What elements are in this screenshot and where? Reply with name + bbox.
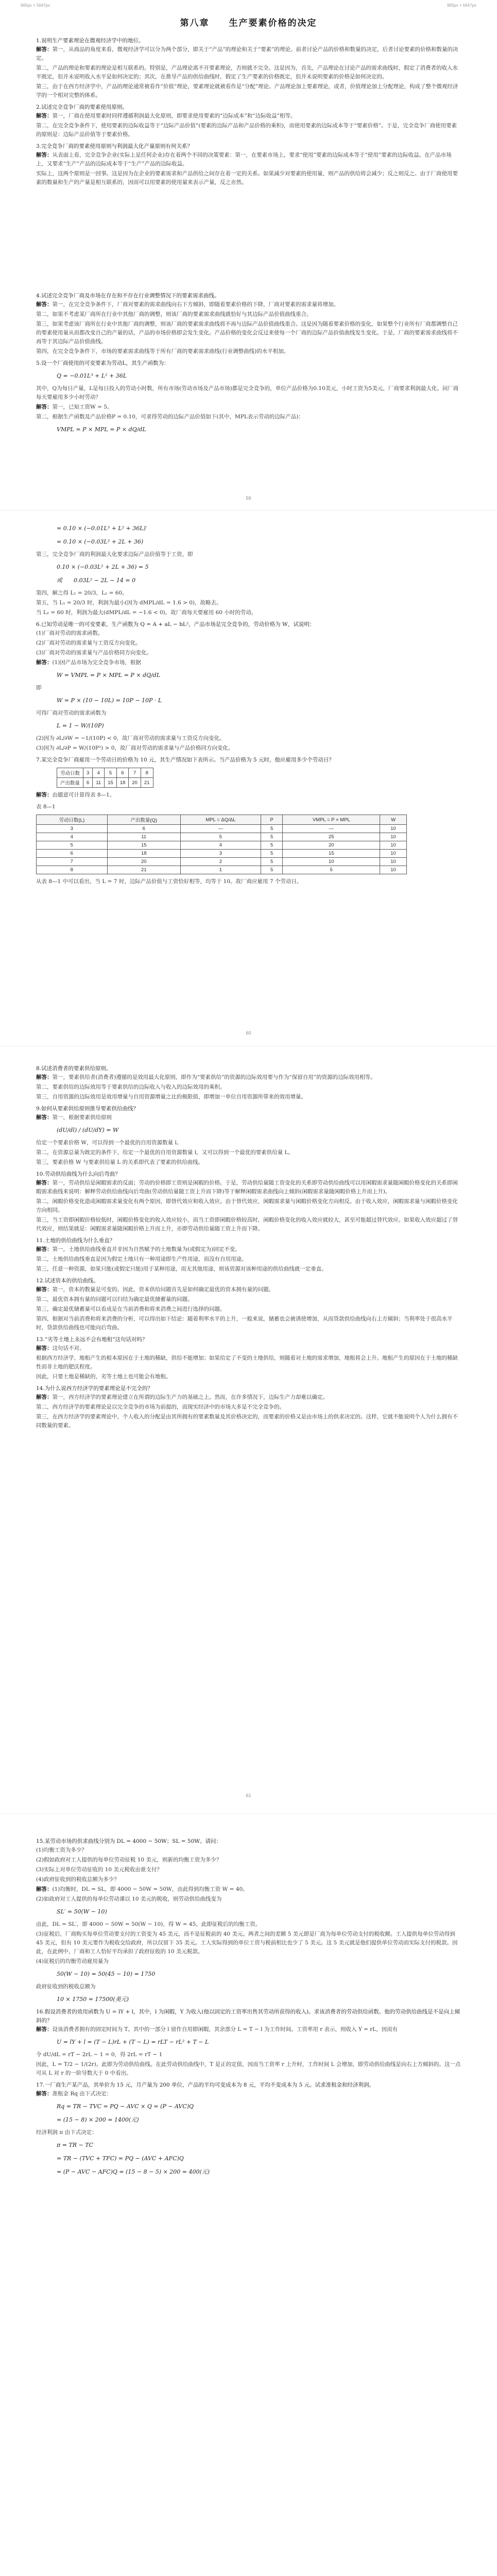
equation: SL′ = 50(W − 10): [57, 1908, 107, 1915]
question-4: 4.试述完全竞争厂商及市场在存在和不存在行业调整情况下的要素需求曲线。: [36, 293, 220, 299]
answer-label: 解答：: [36, 1886, 53, 1892]
answer-11: [36, 1245, 461, 1254]
table-header-cell: W: [380, 815, 407, 825]
answer-4-p2: 第二，如果不考虑某厂商所在行业中其他厂商的调整，则该厂商的要素需求曲线就恰好与其边际产品价值曲线重合。: [36, 311, 312, 317]
answer-text: 第一，从商品的角度来看，微观经济学可以分为两个部分，即关于“产品”的理论和关于“要素”的理论。前者讨论产品的价格和数量的决定，后者讨论要素的价格和数量的决定。: [36, 46, 458, 61]
answer-15-p5: (4)征税后的均衡劳动雇用量为: [36, 1958, 109, 1964]
equation: = 0.10 × (−0.01L³ + L² + 36L)′: [57, 525, 147, 532]
answer-13-p3: 因此，只要土地是稀缺的，劣等土地上也可能会有地租。: [36, 1374, 172, 1380]
answer-8-p2: 第二，要素供给的边际效用等于要素供给的边际收入与收入的边际效用的乘积。: [36, 1084, 226, 1090]
answer-1: [36, 45, 461, 63]
answer-15: [36, 1885, 461, 1894]
answer-text: (1)因产品市场为完全竞争市场，根据: [52, 659, 141, 666]
answer-6-p2: 即: [36, 685, 42, 691]
answer-9-p3: 第二，在资源总量为既定的条件下，给定一个最优的自用资源数量 l，又可以得到一个最优的要素供给量 L。: [36, 1149, 294, 1156]
answer-label: 解答：: [36, 2026, 53, 2032]
table-cell: 8: [37, 866, 108, 874]
table-cell: 15: [283, 850, 380, 858]
equation: = (P − AVC − AFC)Q = (15 − 8 − 5) × 200 = 400(元): [57, 2168, 210, 2175]
table-cell: 5: [261, 850, 283, 858]
answer-14-p2: 第二，西方经济学的要素理论是以完全竞争的市场为前提的，而现实经济中的市场大多是不完全竞争的。: [36, 1404, 285, 1410]
table-cell: 15: [105, 778, 117, 788]
question-1: 1.说明生产要素理论在微观经济学中的地位。: [36, 38, 144, 44]
answer-text: 第一，土地供给曲线垂直并非因为自然赋予的土地数量为(或假定为)固定不变。: [52, 1246, 241, 1252]
answer-8-p3: 第三，自用资源的边际效用是效用增量与自用资源增量之比的极限值，即增加一单位自用资源所带来的效用增量。: [36, 1094, 306, 1100]
answer-13: [36, 1344, 461, 1353]
question-15-b: (2)假如政府对工人提供的每单位劳动征税 10 美元，则新的均衡工资为多少？: [36, 1857, 222, 1863]
page-divider: [0, 510, 497, 511]
answer-label: 解答：: [36, 1114, 53, 1121]
answer-10-p2: 第二，闲暇价格变化造成闲暇需求量变化有两个原因，即替代效应和收入效应。由于替代效应，闲暇需求量与闲暇价格变化方向相反。由于收入效应，闲暇需求量与闲暇价格变化方向相同。: [36, 1198, 458, 1213]
table-cell: 18: [107, 850, 180, 858]
answer-text: 第一，根据要素供给原则: [52, 1114, 112, 1121]
answer-9: [36, 1113, 461, 1122]
equation: U = lY + l = (T − L)rL + (T − L) = rLT − rL² + T − L: [57, 2039, 209, 2045]
answer-3: [36, 151, 461, 168]
equation: L = 1 − W/(10P): [57, 722, 104, 729]
equation: W = VMPL = P × MPL = P × dQ/dL: [57, 672, 161, 679]
answer-label: 解答：: [36, 659, 53, 666]
table-cell: 7: [129, 768, 141, 778]
answer-label: 解答：: [36, 1394, 53, 1400]
question-3: 3.完全竞争厂商的要素使用原则与利润最大化产量原则有何关系？: [36, 143, 193, 149]
table-cell: 20: [129, 778, 141, 788]
question-8: 8.试述消费者的要素供给原则。: [36, 1065, 112, 1072]
question-10: 10.劳动供给曲线为什么向后弯曲？: [36, 1171, 121, 1177]
question-15-d: (4)政府征收到的税收总额为多少？: [36, 1876, 119, 1883]
answer-17: [36, 2090, 461, 2098]
question-7: 7.某完全竞争厂商雇用一个劳动日的价格为 10 元，其生产情况如下表所示。当产品价格为 5 元时，他应雇用多少个劳动日？: [36, 757, 334, 763]
answer-6: [36, 658, 461, 667]
answer-10-p3: 第三，当工资即闲暇价格较低时，闲暇价格变化的收入效应较小，而当工资即闲暇价格较高时，闲暇价格变化的收入效应就较大，甚至可能超过替代效应。如果收入效应超过了替代效应，则结果就是：闲暇需求量随闲暇价格上升而上升，亦即劳动供给量随工资上升而下降。: [36, 1217, 458, 1232]
table-cell: 10: [283, 858, 380, 866]
answer-4-p3: 第三，如果考虑该厂商所在行业中其他厂商的调整，则该厂商的要素需求曲线将不再与边际产品价值曲线重合。这是因为随着要素价格的变化，如果整个行业所有厂商都调整自己的要素使用量从而都改变自己的产量的话，产品的市场价格即会发生变化。产品价格的变化会反过来使每一个厂商的边际产品价值曲线发生变化。于是，厂商的要素需求曲线将不再等于其边际产品价值曲线。: [36, 321, 458, 345]
question-6-c: (3)厂商对劳动的需求量与产品价格同方向变化。: [36, 650, 152, 656]
page-header: [0, 0, 497, 11]
table-cell: 5: [261, 833, 283, 841]
table-cell: 6: [83, 778, 93, 788]
equation: = 0.10 × (−0.03L² + 2L + 36): [57, 538, 144, 545]
table-cell: 5: [105, 768, 117, 778]
answer-5-p3: 第三，完全竞争厂商的利润最大化要求边际产品价值等于工资，即: [36, 551, 193, 557]
answer-text: 第一，厂商在使用要素时同样遵循利润最大化原则，即要求使用要素的“边际成本”和“边际收益”相等。: [52, 113, 296, 119]
answer-15-p3: 由此，DL = SL′，即 4000 − 50W = 50(W − 10)，得 W = 45，此即征税后的均衡工资。: [36, 1921, 261, 1927]
equation: 或 0.03L² − 2L − 14 = 0: [57, 577, 136, 584]
answer-3-p2: 实际上，这两个原则是一回事。这是因为在企业的要素需求和产品供给之间存在着一定的关系。如果减少对要素的使用量，则产品的供给将会减少；反之则反之。由于厂商使用要素的数量和生产的产量是相互联系的，因而可以用要素的使用量来表示产量，反之亦然。: [36, 171, 458, 185]
table-cell: —: [283, 825, 380, 833]
table-cell: 产出数量: [57, 778, 83, 788]
table-row: [37, 866, 407, 874]
table-cell: 10: [380, 858, 407, 866]
answer-17-p2: 经济利润 π 由下式决定：: [36, 2129, 97, 2136]
table-cell: —: [180, 825, 261, 833]
table-cell: 10: [380, 833, 407, 841]
question-5: 5.设一个厂商使用的可变要素为劳动L，其生产函数为：: [36, 360, 169, 366]
table-cell: 10: [380, 825, 407, 833]
question-12: 12.试述资本的供给曲线。: [36, 1278, 99, 1284]
table-cell: 5: [283, 866, 380, 874]
answer-15-p6: 政府征收到的税收总额为: [36, 1984, 96, 1990]
marginal-product-table: [36, 815, 407, 874]
table-cell: 10: [380, 866, 407, 874]
equation: 0.10 × (−0.03L² + 2L + 36) = 5: [57, 564, 149, 570]
answer-6-p3: 可得厂商对劳动的需求函数为: [36, 710, 107, 716]
table-cell: 4: [180, 841, 261, 850]
equation: Rq = TR − TVC = PQ − AVC × Q = (P − AVC)Q: [57, 2103, 194, 2110]
answer-5-p4: 第四，解之得 L₁ = 20/3，L₂ = 60。: [36, 590, 128, 596]
equation: π = TR − TC: [57, 2142, 94, 2148]
question-15: 15.某劳动市场的供求曲线分别为 DL = 4000 − 50W；SL = 50W。请问：: [36, 1838, 222, 1844]
table-title: 表 8—1: [36, 804, 56, 810]
answer-text: 第一，劳动供给是闲暇需求的反面；劳动的价格即工资则是闲暇的价格。于是，劳动供给量随工资变化的关系即劳动供给曲线可以用闲暇需求量随闲暇价格变化的关系即闲暇需求曲线来说明：解释劳动供给曲线向后弯曲(劳动供给量随工资上升而下降)等于解释闲暇需求曲线向上倾斜(闲暇需求量随闲暇价格上升而上升)。: [36, 1180, 458, 1195]
table-cell: 5: [261, 825, 283, 833]
table-row: [37, 858, 407, 866]
question-5-rest: 其中，Q为每日产量，L是每日投入的劳动小时数，所有市场(劳动市场及产品市场)都是完全竞争的，单位产品价格为0.10美元，小时工资为5美元，厂商要求利润最大化。问厂商每天要雇用多少小时劳动？: [36, 385, 459, 400]
table-cell: 11: [93, 778, 105, 788]
answer-label: 解答：: [36, 404, 53, 410]
answer-9-p4: 第三，要素价格 W 与要素供给量 L 的关系即代表了要素的供给曲线。: [36, 1159, 204, 1165]
equation: = TR − (TVC + TFC) = PQ − (AVC + AFC)Q: [57, 2155, 184, 2162]
table-header-cell: MPL = ΔQ/ΔL: [180, 815, 261, 825]
answer-text: 第一，要素供给者(消费者)遵循的是效用最大化原则，即作为“要素供给”的资源的边际效用要与作为“保留自用”的资源的边际效用相等。: [52, 1074, 376, 1080]
table-cell: 20: [283, 841, 380, 850]
question-16: 16.假设消费者的效用函数为 U = lY + l，其中，l 为闲暇，Y 为收入(他以固定的工资率出售其劳动所获得的收入)。求该消费者的劳动供给函数。他的劳动供给曲线是不是向上倾斜的？: [36, 2009, 460, 2024]
answer-text: (1)均衡时，DL = SL，即 4000 − 50W = 50W，由此得到均衡工资 W = 40。: [52, 1886, 248, 1892]
table-cell: 劳动日数: [57, 768, 83, 778]
table-row: [37, 833, 407, 841]
table-cell: 3: [83, 768, 93, 778]
answer-5-p6: 当 L₂ = 60 时，利润为最大(dMPL/dL = −1.6 < 0)。故厂商每天要雇用 60 小时的劳动。: [36, 609, 257, 616]
answer-text: 第一，西方经济学的要素理论建立在所谓的边际生产力的基础之上。然而，在许多情况下，边际生产力却难以确定。: [52, 1394, 328, 1400]
answer-14-p3: 第三，在西方经济学的要素理论中，个人收入的分配是由其所拥有的要素数量及其价格决定的，而要素的价格又是由市场上的供求决定的。这样，它就不能说明个人为什么拥有不同数量的要素。: [36, 1414, 458, 1429]
table-cell: 10: [380, 850, 407, 858]
equation: W = P × (10 − 10L) = 10P − 10P · L: [57, 697, 162, 704]
table-cell: 5: [180, 833, 261, 841]
table-cell: 5: [261, 858, 283, 866]
question-6: 6.已知劳动是唯一的可变要素，生产函数为 Q = A + aL − bL²，产品市场是完全竞争的，劳动价格为 W，试说明：: [36, 621, 315, 628]
table-cell: 6: [107, 825, 180, 833]
answer-7: [36, 791, 461, 800]
table-header-cell: VMPL = P × MPL: [283, 815, 380, 825]
production-table: [57, 768, 153, 788]
answer-16-p2: 令 dU/dL = rT − 2rL − 1 = 0，得 2rL = rT − 1: [36, 2052, 163, 2058]
table-cell: 20: [107, 858, 180, 866]
header-left-text: 965px × 5647px: [21, 3, 50, 8]
answer-4-p4: 第四，在完全竞争条件下，市场的要素需求曲线等于所有厂商的要素需求曲线(行业调整曲线)的水平相加。: [36, 348, 289, 354]
answer-11-p3: 第三，任意一种资源，如果只能(或假定只能)用于某种用途，而无其他用途，则该资源对该种用途的供给曲线就一定垂直。: [36, 1266, 327, 1272]
table-cell: 7: [37, 858, 108, 866]
answer-12-p4: 第四，根据对当前消费和将来消费的分析，可以得出如下结论：随着利率水平的上升，一般来说，储蓄也会被诱使增加，从而贷款供给曲线向右上方倾斜；当利率处于很高水平时，贷款供给曲线也可能向后弯曲。: [36, 1316, 453, 1331]
answer-7-p2: 从表 8—1 中可以看出，当 L = 7 时，边际产品价值与工资恰好相等，均等于 10。故厂商应雇用 7 个劳动日。: [36, 878, 302, 885]
table-header-row: [37, 815, 407, 825]
table-cell: 8: [141, 768, 153, 778]
question-2: 2.试述完全竞争厂商的要素使用原则。: [36, 104, 128, 110]
answer-text: 这句话不对。: [52, 1345, 85, 1351]
answer-16: [36, 2025, 461, 2034]
equation: 50(W − 10) = 50(45 − 10) = 1750: [57, 1971, 156, 1977]
answer-15-p2: (2)如政府对工人提供的每单位劳动课以 10 美元的税收，则劳动供给曲线变为: [36, 1896, 222, 1902]
answer-label: 解答：: [36, 1074, 53, 1080]
page-number: 60: [246, 1030, 251, 1036]
answer-1-p2: 第二，产品的理论和要素的理论是相互联系的。特别是，产品理论离不开要素理论，否则就不完全。这是因为，首先，产品理论在讨论产品的需求曲线时，假定了消费者的收入水平既定，但并未说明收入水平是如何决定的；其次，在推导产品的供给曲线时，假定了生产要素的价格既定，但并未说明要素的价格是如何决定的。: [36, 65, 458, 80]
answer-6-p5: (3)因为 ∂L/∂P = W/(10P²) > 0，故厂商对劳动的需求量与产品价格同方向变化。: [36, 745, 234, 751]
table-cell: 4: [37, 833, 108, 841]
table-cell: 18: [116, 778, 129, 788]
question-17: 17.一厂商生产某产品，其单价为 15 元，月产量为 200 单位，产品的平均可变成本为 8 元，平均不变成本为 5 元。试求准租金和经济利润。: [36, 2082, 375, 2088]
table-cell: 15: [107, 841, 180, 850]
chapter-title: 第八章 生产要素价格的决定: [180, 18, 317, 28]
table-cell: 21: [141, 778, 153, 788]
table-row: [57, 768, 153, 778]
answer-label: 解答：: [36, 1246, 53, 1252]
table-row: [37, 850, 407, 858]
answer-15-p4: (3)征税后，厂商购买每单位劳动要支付的工资变为 45 美元，而不是征税前的 40 美元。两者之间的差额 5 美元即是厂商为每单位劳动支付的税收额。工人提供每单位劳动得到 45 美元，但有 10 美元要作为税收交给政府，所以仅留下 35 美元。工人实际得到的单位工资与税前相比也少了 5 美元。这 5 美元就是他们提供单位劳动而实际支付的税款。因此，在此例中，厂商和工人恰好平均承担了政府征收的 10 美元税款。: [36, 1931, 458, 1955]
equation: = (15 − 8) × 200 = 1400(元): [57, 2116, 139, 2123]
answer-2: [36, 112, 461, 121]
answer-13-p2: 根据西方经济学，地租产生的根本原因在于土地的稀缺，供给不能增加；如果给定了不变的土地供给，则随着对土地的需求增加，地租将会上升。地租产生的原因在于土地的稀缺性而非土地的肥沃程度。: [36, 1355, 458, 1370]
table-cell: 5: [261, 866, 283, 874]
answer-2-p2: 第二，在完全竞争条件下，使用要素的边际收益等于“边际产品价值”(要素的边际产品和产品价格的乘积)，而使用要素的边际成本等于“要素价格”。于是，完全竞争厂商使用要素的原则是：边际产品价值等于要素价格。: [36, 123, 457, 138]
answer-label: 解答：: [36, 152, 53, 158]
answer-label: 解答：: [36, 2091, 53, 2097]
table-cell: 4: [93, 768, 105, 778]
question-6-b: (2)厂商对劳动的需求量与工资反方向变化。: [36, 640, 141, 646]
answer-10: [36, 1179, 461, 1196]
answer-8: [36, 1073, 461, 1082]
question-15-c: (3)实际上对单位劳动征收的 10 美元税收由谁支付？: [36, 1867, 162, 1873]
equation: 10 × 1750 = 17500(美元): [57, 1996, 129, 2003]
answer-5: [36, 403, 461, 412]
answer-label: 解答：: [36, 301, 53, 308]
table-cell: 3: [37, 825, 108, 833]
table-header-cell: 劳动日数(L): [37, 815, 108, 825]
question-11: 11.土地的供给曲线为什么垂直？: [36, 1238, 115, 1244]
table-row: [37, 825, 407, 833]
answer-text: 准租金 Rq 由下式决定：: [52, 2091, 112, 2097]
table-cell: 21: [107, 866, 180, 874]
table-cell: 2: [180, 858, 261, 866]
page-number: 61: [246, 1793, 251, 1798]
answer-label: 解答：: [36, 1180, 53, 1186]
answer-12: [36, 1285, 461, 1294]
answer-label: 解答：: [36, 1286, 53, 1293]
answer-12-p3: 第三，确定最优储蓄量可以看成是在当前消费和将来消费之间进行选择的问题。: [36, 1306, 226, 1312]
question-14: 14.为什么说西方经济学的要素理论是不完全的？: [36, 1385, 153, 1392]
answer-label: 解答：: [36, 1345, 53, 1351]
answer-label: 解答：: [36, 792, 53, 798]
question-15-a: (1)均衡工资为多少？: [36, 1847, 87, 1853]
answer-11-p2: 第二，土地供给曲线垂直是因为假定土地只有一种用途即生产性用途，而没有自用用途。: [36, 1256, 247, 1262]
equation: (dU/dl) / (dU/dY) = W: [57, 1127, 119, 1133]
table-cell: 6: [116, 768, 129, 778]
answer-text: 由题意可计算得表 8—1。: [52, 792, 115, 798]
answer-6-p4: (2)因为 ∂L/∂W = −1/(10P) < 0，故厂商对劳动的需求量与工资反方向变化。: [36, 735, 225, 741]
answer-1-p3: 第三，由于在西方经济学中，产品的理论通常被看作“价值”理论，要素理论就被看作是“分配”理论。产品理论加上要素理论，或者，价值理论加上分配理论，构成了整个微观经济学的一个相对完整的体系。: [36, 83, 458, 98]
question-6-a: (1)厂商对劳动的需求函数。: [36, 630, 104, 636]
question-9: 9.如何从要素供给原则推导要素供给曲线？: [36, 1106, 139, 1112]
answer-text: 从表面上看，完全竞争企业(实际上是任何企业)存在着两个不同的决策要素：第一，在要素市场上，要求“使用”要素的边际成本等于“使用”要素的边际收益。在产品市场上，又要求“生产”产品的边际成本等于“生产”产品的边际收益。: [36, 152, 452, 167]
table-cell: 1: [180, 866, 261, 874]
equation: VMPL = P × MPL = P × dQ/dL: [57, 426, 146, 433]
table-cell: 6: [37, 850, 108, 858]
answer-5-p5: 第五，当 L₁ = 20/3 时，利润为最小(因为 dMPL/dL = 1.6 > 0)，故略去。: [36, 600, 222, 606]
answer-label: 解答：: [36, 46, 53, 53]
answer-5-p2: 第二，根据生产函数及产品价格P = 0.10，可求得劳动的边际产品价值如下(其中，MPL表示劳动的边际产品)：: [36, 414, 304, 420]
question-13: 13.“劣等土地上永远不会有地租”这句话对吗？: [36, 1336, 148, 1343]
table-cell: 10: [380, 841, 407, 850]
equation: Q = −0.01L³ + L² + 36L: [57, 372, 127, 379]
answer-12-p2: 第二，最优资本拥有量的问题可以归结为确定最优储蓄量的问题。: [36, 1296, 193, 1302]
answer-text: 设该消费者拥有的固定时间为 T。其中的一部分 l 留作自用即闲暇，其余部分 L = T − l 为工作时间。工资率用 r 表示，则收入 Y = rL，因而有: [52, 2026, 398, 2032]
answer-text: 第一，资本的数量是可变的。因此，资本供给问题首先是如何确定最优的资本拥有量的问题。: [52, 1286, 274, 1293]
answer-text: 第一，在完全竞争条件下，厂商对要素的需求曲线向右下方倾斜，即随着要素价格的下降，厂商对要素的需求量将增加。: [52, 301, 339, 308]
table-cell: 5: [261, 841, 283, 850]
answer-label: 解答：: [36, 113, 53, 119]
answer-4: [36, 300, 461, 309]
table-cell: 5: [37, 841, 108, 850]
table-cell: 3: [180, 850, 261, 858]
table-cell: 25: [283, 833, 380, 841]
table-row: [57, 778, 153, 788]
header-right-text: 965px × 5647px: [447, 3, 476, 8]
table-header-cell: 产出数量(Q): [107, 815, 180, 825]
answer-text: 第一，已知工资W = 5。: [52, 404, 113, 410]
table-cell: 11: [107, 833, 180, 841]
answer-16-p3: 因此，L = T/2 − 1/(2r)。此即为劳动供给曲线。在此劳动供给曲线中，T 是正的定值，因而当工资率 r 上升时，工作时间 L 会增加，即劳动供给曲线是向右上方倾斜的。这一点可从 L 对 r 的一阶导数大于 0 中看出。: [36, 2061, 461, 2076]
answer-14: [36, 1393, 461, 1402]
answer-9-p2: 给定一个要素价格 W，可以得到一个最优的自用资源数量 l。: [36, 1140, 182, 1146]
table-row: [37, 841, 407, 850]
table-header-cell: P: [261, 815, 283, 825]
page-number: 59: [246, 496, 251, 501]
